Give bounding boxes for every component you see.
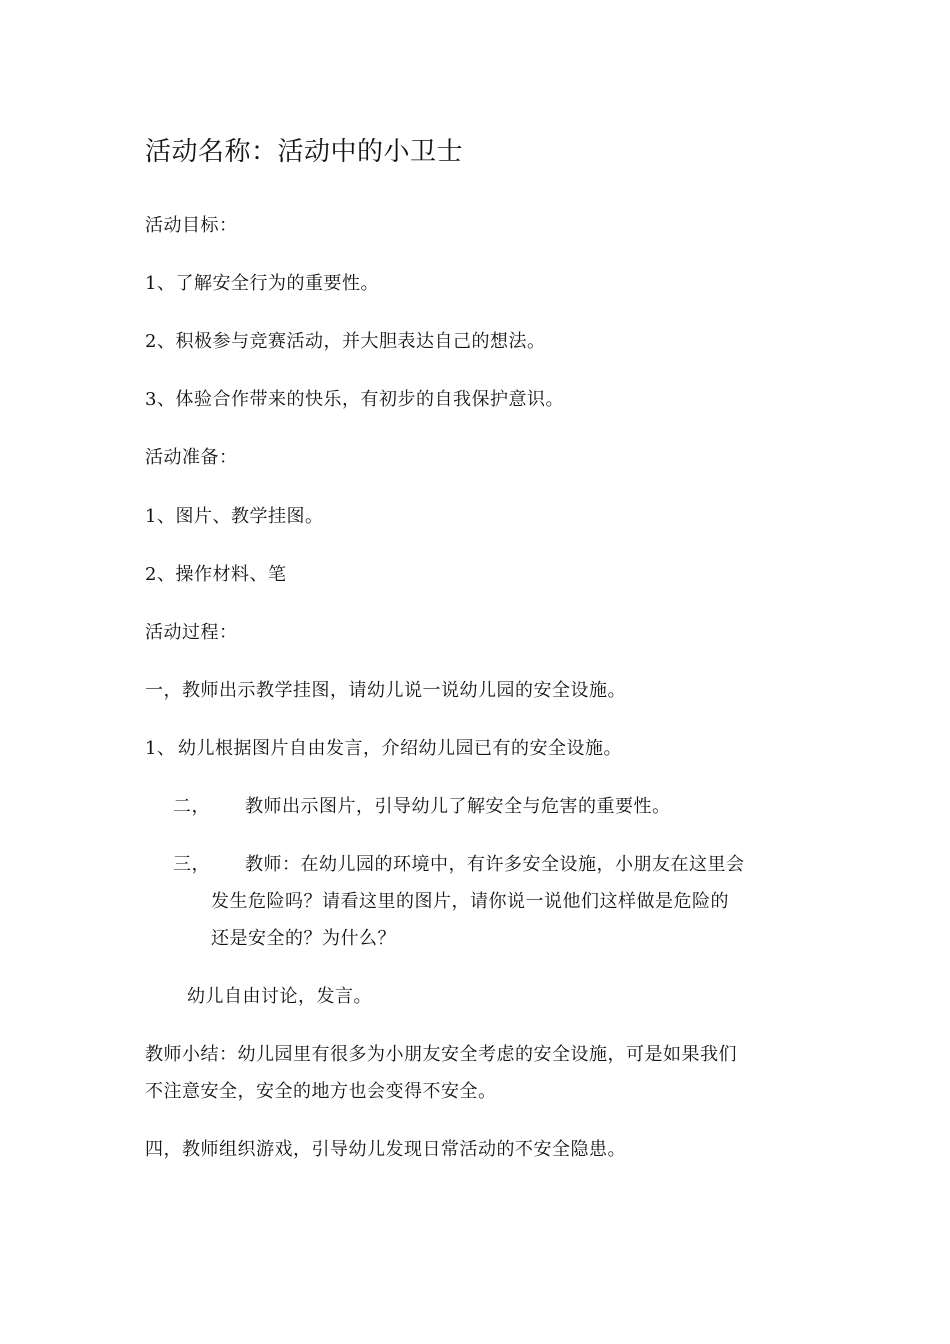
process-step-3-line-3: 还是安全的？为什么？ xyxy=(211,928,396,949)
process-step-3-number: 三， xyxy=(173,854,210,875)
process-step-3-line-1: 教师：在幼儿园的环境中，有许多安全设施，小朋友在这里会 xyxy=(245,854,745,875)
document-title: 活动名称：活动中的小卫士 xyxy=(145,137,464,167)
process-step-1-sub xyxy=(145,737,175,761)
prep-heading: 活动准备： xyxy=(145,447,238,468)
prep-item-1: 1、图片、教学挂图。 xyxy=(145,506,324,527)
process-heading: 活动过程： xyxy=(145,622,238,643)
process-step-1-sub-text: 幼儿根据图片自由发言，介绍幼儿园已有的安全设施。 xyxy=(178,738,622,759)
goals-heading: 活动目标： xyxy=(145,215,238,236)
goal-item-1: 1、了解安全行为的重要性。 xyxy=(145,273,379,294)
prep-item-2: 2、操作材料、笔 xyxy=(145,564,287,585)
step-1-sub-number: 1、 xyxy=(145,738,176,759)
discussion-text: 幼儿自由讨论，发言。 xyxy=(187,986,372,1007)
process-step-2-text: 教师出示图片，引导幼儿了解安全与危害的重要性。 xyxy=(245,796,671,817)
process-step-3-line-2: 发生危险吗？请看这里的图片，请你说一说他们这样做是危险的 xyxy=(211,891,729,912)
process-step-4: 四，教师组织游戏，引导幼儿发现日常活动的不安全隐患。 xyxy=(145,1139,626,1160)
summary-line-2: 不注意安全，安全的地方也会变得不安全。 xyxy=(145,1081,497,1102)
goal-item-2: 2、积极参与竞赛活动，并大胆表达自己的想法。 xyxy=(145,331,546,352)
process-step-2-number: 二， xyxy=(173,796,210,817)
process-step-1: 一，教师出示教学挂图，请幼儿说一说幼儿园的安全设施。 xyxy=(145,680,626,701)
summary-line-1: 教师小结：幼儿园里有很多为小朋友安全考虑的安全设施，可是如果我们 xyxy=(145,1044,737,1065)
goal-item-3: 3、体验合作带来的快乐，有初步的自我保护意识。 xyxy=(145,389,564,410)
